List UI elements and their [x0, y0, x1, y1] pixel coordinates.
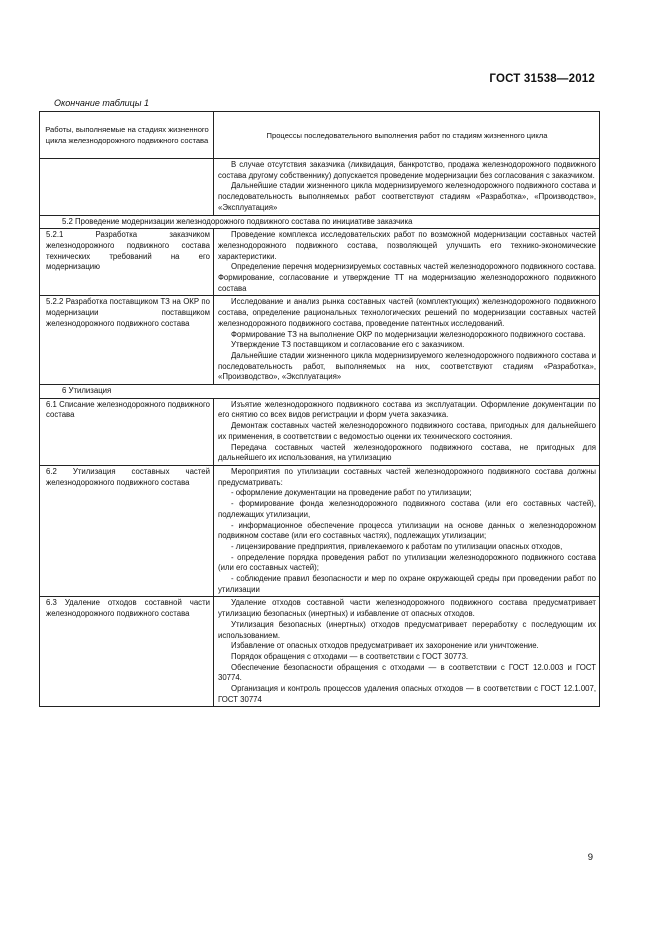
table-caption: Окончание таблицы 1: [54, 98, 149, 108]
process-paragraph: Мероприятия по утилизации составных частей железнодорожного подвижного состава должны предусматривать:: [218, 466, 596, 487]
section-row: [40, 385, 600, 399]
process-paragraph: Избавление от опасных отходов предусматривает их захоронение или уничтожение.: [231, 641, 539, 651]
process-cell: [214, 398, 600, 465]
process-paragraph: Обеспечение безопасности обращения с отходами — в соответствии с ГОСТ 12.0.003 и ГОСТ 30774.: [218, 662, 596, 683]
table-row: [40, 597, 600, 707]
work-cell: 6.3 Удаление отходов составной части железнодорожного подвижного состава: [40, 597, 214, 707]
process-paragraph: В случае отсутствия заказчика (ликвидация, банкротство, продажа железнодорожного подвижного состава другому собственнику) допускается проведение модернизации без согласования с заказчиком.: [218, 160, 596, 180]
process-cell: [214, 229, 600, 296]
table-row: [40, 465, 600, 596]
list-item: - формирование фонда железнодорожного подвижного состава (или его составных частей), подлежащих утилизации,: [218, 499, 596, 519]
process-cell: [214, 597, 600, 707]
process-paragraph: Передача составных частей железнодорожного подвижного состава, не пригодных для дальнейшего их использования, на утилизацию: [218, 442, 596, 463]
process-paragraph: Порядок обращения с отходами — в соответствии с ГОСТ 30773.: [231, 651, 469, 661]
document-standard-number: ГОСТ 31538—2012: [489, 73, 595, 85]
table-row: [40, 296, 600, 385]
process-cell: [214, 296, 600, 385]
process-paragraph: Дальнейшие стадии жизненного цикла модернизируемого железнодорожного подвижного состава и последовательность выполняемых работ соответствуют стадиям «Разработка», «Производство», «Эксплуатация»: [218, 181, 596, 212]
work-cell: 5.2.1 Разработка заказчиком железнодорожного подвижного состава технических требований на его модернизацию: [40, 229, 214, 296]
process-paragraph: Утверждение ТЗ поставщиком и согласование его с заказчиком.: [231, 340, 465, 350]
process-paragraph: Демонтаж составных частей железнодорожного подвижного состава, пригодных для дальнейшего их применения, в соответствии с ведомостью оценки их технического состояния.: [218, 421, 596, 441]
table-row: [40, 398, 600, 465]
work-cell: 5.2.2 Разработка поставщиком ТЗ на ОКР по модернизации поставщиком железнодорожного подвижного состава: [40, 296, 214, 385]
process-paragraph: Дальнейшие стадии жизненного цикла модернизируемого железнодорожного подвижного состава и последовательность работ, выполняемых на них, соответствуют стадиям «Разработка», «Производство», «Эксплуатация»: [218, 350, 596, 382]
work-cell: 6.1 Списание железнодорожного подвижного состава: [40, 398, 214, 465]
table-row: [40, 159, 600, 216]
process-paragraph: Формирование ТЗ на выполнение ОКР по модернизации железнодорожного подвижного состава.: [231, 329, 586, 339]
section-row: [40, 215, 600, 229]
process-paragraph: Утилизация безопасных (инертных) отходов предусматривает переработку с последующим их использованием.: [218, 619, 596, 640]
section-heading-6: 6 Утилизация: [40, 385, 600, 399]
process-paragraph: Организация и контроль процессов удаления опасных отходов — в соответствии с ГОСТ 12.1.007, ГОСТ 30774: [218, 684, 596, 704]
section-heading-5-2: 5.2 Проведение модернизации железнодорожного подвижного состава по инициативе заказчика: [40, 215, 600, 229]
process-paragraph: Определение перечня модернизируемых составных частей железнодорожного подвижного состава. Формирование, согласование и утверждение ТТ на модернизацию железнодорожного подвижного состава: [218, 262, 596, 293]
work-cell-empty: [40, 159, 214, 216]
process-cell: [214, 465, 600, 596]
list-item: - оформление документации на проведение работ по утилизации;: [231, 488, 472, 498]
process-paragraph: Изъятие железнодорожного подвижного состава из эксплуатации. Оформление документации по его снятию со всех видов регистрации и форм учета заказчика.: [218, 399, 596, 420]
process-paragraph: Проведение комплекса исследовательских работ по возможной модернизации составных частей железнодорожного подвижного состава, позволяющей улучшить его технико-экономические характеристики.: [218, 230, 596, 261]
list-item: - определение порядка проведения работ по утилизации железнодорожного подвижного состава (или его составных частей);: [218, 552, 596, 573]
list-item: - соблюдение правил безопасности и мер по охране окружающей среды при проведении работ по утилизации: [218, 574, 596, 594]
lifecycle-table: [39, 111, 600, 707]
process-paragraph: Удаление отходов составной части железнодорожного подвижного состава предусматривает утилизацию безопасных (инертных) и избавление от опасных отходов.: [218, 598, 596, 619]
table-header-row: [40, 112, 600, 159]
table-row: [40, 229, 600, 296]
list-item: - лицензирование предприятия, привлекаемого к работам по утилизации опасных отходов,: [231, 541, 563, 551]
page-number: 9: [587, 852, 593, 863]
process-paragraph: Исследование и анализ рынка составных частей (комплектующих) железнодорожного подвижного состава, определение рациональных технологических решений по модернизации составных частей железнодорожного подвижного состава, проведение патентных исследований.: [218, 297, 596, 328]
process-cell: [214, 159, 600, 216]
work-cell: 6.2 Утилизация составных частей железнодорожного подвижного состава: [40, 465, 214, 596]
col-header-processes: Процессы последовательного выполнения работ по стадиям жизненного цикла: [214, 112, 600, 159]
list-item: - информационное обеспечение процесса утилизации на основе данных о железнодорожном подвижном составе (или его составных частях), подлежащих утилизации;: [218, 520, 596, 541]
col-header-works: Работы, выполняемые на стадиях жизненного цикла железнодорожного подвижного состава: [40, 112, 214, 159]
